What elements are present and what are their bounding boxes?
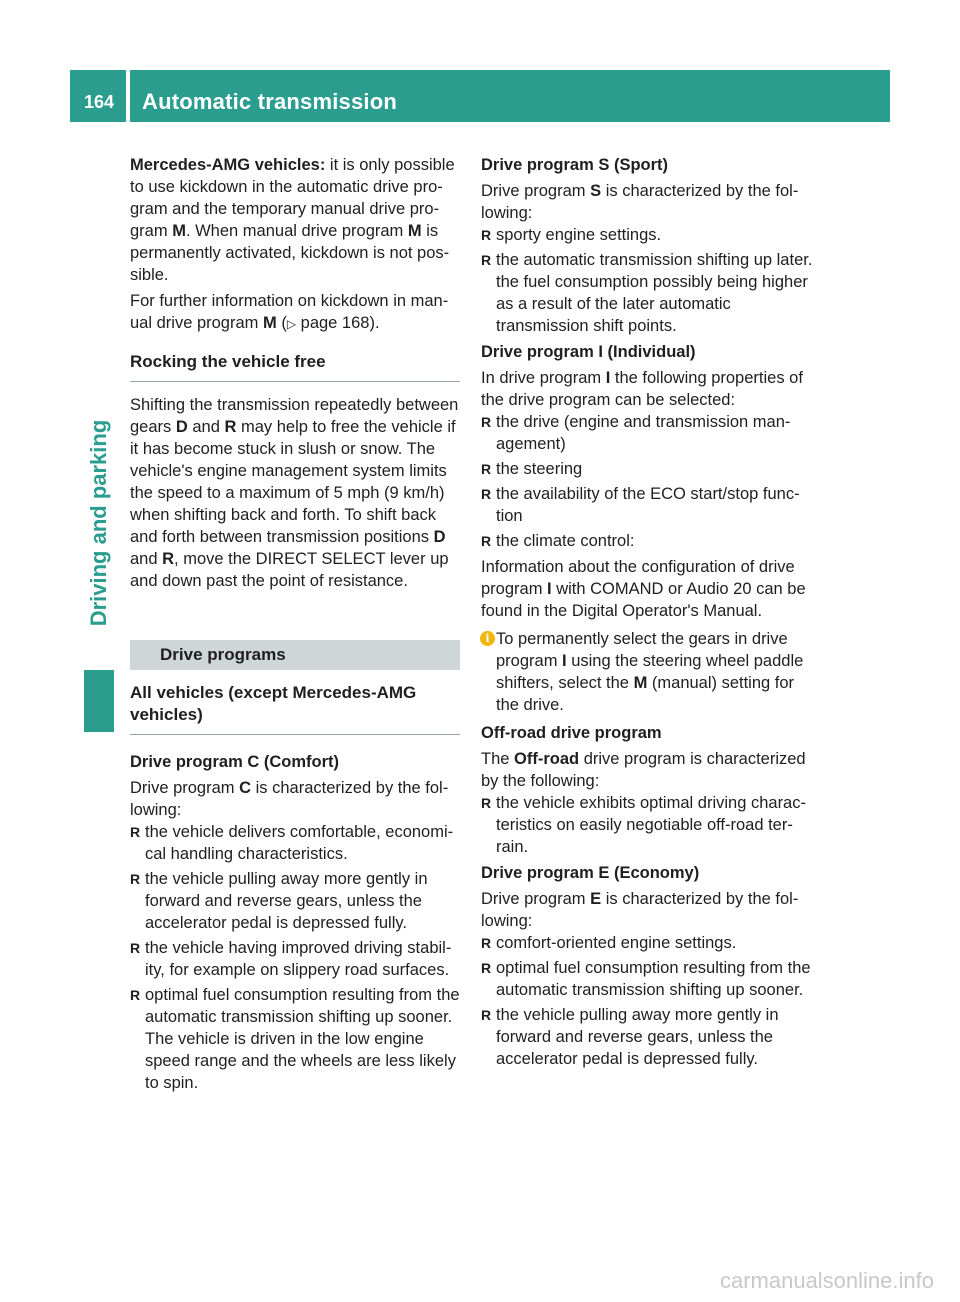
further-m: M xyxy=(262,314,277,332)
sport-title: Drive program S (Sport) xyxy=(481,156,669,174)
comfort-title: Drive program C (Comfort) xyxy=(130,753,340,771)
further-text-2: ( xyxy=(276,314,287,332)
individual-info-i: I xyxy=(547,580,552,598)
individual-title: Drive program I (Individual) xyxy=(481,343,696,361)
list-item: R the steering xyxy=(481,458,813,480)
list-item: R the vehicle having improved driving stability, for example on slippery road surfaces. xyxy=(130,937,460,981)
list-item: R optimal fuel consumption resulting from the automatic transmission shifting up sooner. xyxy=(481,957,813,1001)
page-number-box xyxy=(70,70,126,122)
rocking-title: Rocking the vehicle free xyxy=(130,351,460,382)
individual-info-1: Information about the configuration of drive program xyxy=(481,558,795,598)
note-text-1: To permanently select the gears in drive program xyxy=(496,630,788,670)
further-text-1: For further information on kickdown in manual drive program xyxy=(130,292,449,332)
list-item: R comfort-oriented engine settings. xyxy=(481,932,813,954)
individual-intro xyxy=(481,367,813,411)
note-i: I xyxy=(562,652,567,670)
list-item: R the automatic transmission shifting up later. the fuel consumption possibly being higher as a result of the later automatic transmission shift points. xyxy=(481,249,813,337)
amg-m2: M xyxy=(407,222,422,240)
amg-lead: Mercedes-AMG vehicles: xyxy=(130,156,326,174)
sport-intro-2: is characterized by the following: xyxy=(481,182,799,222)
individual-info-2: with COMAND or Audio 20 can be found in the Digital Operator's Manual. xyxy=(481,580,806,620)
page-ref-arrow-icon: ▷ xyxy=(286,317,297,331)
note-m: M xyxy=(633,674,648,692)
comfort-intro-2: is characterized by the following: xyxy=(130,779,449,819)
list-item: R the availability of the ECO start/stop function xyxy=(481,483,813,527)
side-tab xyxy=(84,388,114,658)
economy-intro-1: Drive program xyxy=(481,890,591,908)
list-item: R the drive (engine and transmission management) xyxy=(481,411,813,455)
offroad-bold: Off-road xyxy=(514,750,580,768)
individual-info xyxy=(481,556,813,622)
offroad-intro xyxy=(481,748,813,792)
comfort-intro xyxy=(130,777,460,821)
offroad-list xyxy=(481,792,813,858)
info-note xyxy=(481,628,813,716)
sport-s: S xyxy=(590,182,602,200)
note-text-3: (manual) setting for the drive. xyxy=(496,674,795,714)
drive-programs-title: Drive programs xyxy=(160,645,286,664)
sport-list xyxy=(481,224,813,337)
amg-text-1: it is only possible to use kickdown in the automatic drive program and the temporary manual drive program xyxy=(130,156,455,240)
list-item: R sporty engine settings. xyxy=(481,224,813,246)
comfort-intro-1: Drive program xyxy=(130,779,240,797)
drive-programs-bar xyxy=(130,640,460,670)
list-item: R the climate control: xyxy=(481,530,813,552)
rocking-r2: R xyxy=(162,550,175,568)
individual-intro-2: the following properties of the drive program can be selected: xyxy=(481,369,803,409)
rocking-paragraph xyxy=(130,394,460,592)
list-item: R the vehicle pulling away more gently in forward and reverse gears, unless the accelerator pedal is depressed fully. xyxy=(481,1004,813,1070)
economy-title: Drive program E (Economy) xyxy=(481,864,700,882)
economy-intro-2: is characterized by the following: xyxy=(481,890,799,930)
comfort-c: C xyxy=(239,779,252,797)
individual-i: I xyxy=(605,369,611,387)
list-item: R the vehicle exhibits optimal driving characteristics on easily negotiable off-road terrain. xyxy=(481,792,813,858)
economy-e: E xyxy=(590,890,602,908)
side-tab-label: Driving and parking xyxy=(86,419,111,627)
individual-intro-1: In drive program xyxy=(481,369,606,387)
offroad-intro-2: drive program is characterized by the following: xyxy=(481,750,806,790)
rocking-text-1: Shifting the transmission repeatedly between gears xyxy=(130,396,459,436)
sport-intro-1: Drive program xyxy=(481,182,591,200)
info-icon: i xyxy=(480,631,495,646)
economy-list xyxy=(481,932,813,1070)
rocking-text-3: , move the DIRECT SELECT lever up and down past the point of resistance. xyxy=(130,550,449,590)
list-item: R the vehicle pulling away more gently in forward and reverse gears, unless the accelerator pedal is depressed fully. xyxy=(130,868,460,934)
amg-text-2: . When manual drive program xyxy=(185,222,408,240)
amg-text-3: is permanently activated, kickdown is not possible. xyxy=(130,222,450,284)
right-column xyxy=(481,154,813,1074)
comfort-list xyxy=(130,821,460,1094)
rocking-and: and xyxy=(187,418,225,436)
side-tab-marker xyxy=(84,670,114,732)
sport-intro xyxy=(481,180,813,224)
list-item: R optimal fuel consumption resulting from the automatic transmission shifting up sooner. The vehicle is driven in the low engine speed range and the wheels are less likely to spin. xyxy=(130,984,460,1094)
economy-intro xyxy=(481,888,813,932)
page-number: 164 xyxy=(84,92,115,112)
page-reference-link[interactable]: page 168). xyxy=(296,314,380,332)
chapter-header xyxy=(130,70,890,122)
left-column xyxy=(130,154,460,1098)
offroad-intro-1: The xyxy=(481,750,515,768)
rocking-d2: D xyxy=(433,528,446,546)
chapter-title: Automatic transmission xyxy=(142,89,398,114)
offroad-title: Off-road drive program xyxy=(481,724,662,742)
individual-list xyxy=(481,411,813,552)
rocking-r: R xyxy=(224,418,237,436)
rocking-d: D xyxy=(175,418,188,436)
all-vehicles-title: All vehicles (except Mercedes-AMG vehicles) xyxy=(130,682,460,735)
watermark: carmanualsonline.info xyxy=(719,1268,934,1293)
list-item: R the vehicle delivers comfortable, economical handling characteristics. xyxy=(130,821,460,865)
rocking-text-2: may help to free the vehicle if it has become stuck in slush or snow. The vehicle's engine management system limits the speed to a maximum of 5 mph (9 km/h) when shifting back and forth. To shift back and forth between transmission positions xyxy=(130,418,456,546)
amg-m1: M xyxy=(172,222,186,240)
rocking-and2: and xyxy=(130,550,163,568)
further-info-paragraph xyxy=(130,290,460,335)
note-text-2: using the steering wheel paddle shifters, select the xyxy=(496,652,804,692)
amg-paragraph xyxy=(130,154,460,286)
